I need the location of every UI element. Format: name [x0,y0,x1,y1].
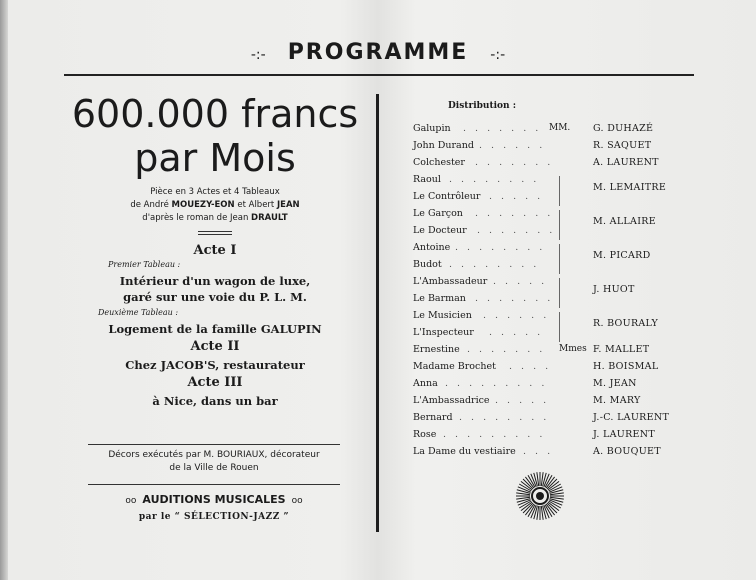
actor-name: G. DUHAZÉ [593,123,654,134]
programme-header [0,40,756,65]
role-name: L'Ambassadeur [413,276,488,287]
role-name: Le Garçon [413,208,463,219]
authors-mid: et Albert [237,200,275,210]
cast-row: John Durand . . . . . . R. SAQUET [413,140,652,151]
act-1-heading: Acte I [193,243,237,258]
header-ornament-left: -:- [250,47,266,63]
scene-1-line2: garé sur une voie du P. L. M. [123,290,307,304]
role-name: L'Ambassadrice [413,395,490,406]
role-name: Rose [413,429,437,440]
cast-row: L'Ambassadeur . . . . . J. HUOT [413,276,635,295]
act-3-heading: Acte III [187,375,243,390]
cast-row: L'Ambassadrice . . . . . M. MARY [413,395,641,406]
author-2: JEAN [276,200,300,210]
sunburst-emblem-icon [515,471,565,521]
prefix-men: MM. [549,123,571,133]
tableau-2-label: Deuxième Tableau : [98,308,179,317]
actor-name: J.-C. LAURENT [593,412,670,423]
decor-rule-top [88,444,340,445]
role-name: L'Inspecteur [413,327,474,338]
selection-jazz: par le “ SÉLECTION-JAZZ ” [138,512,290,522]
act-2-heading: Acte II [190,339,240,354]
role-name: Raoul [413,174,441,185]
novel-line [60,212,370,225]
actor-name: M. MARY [593,395,641,406]
decor-line2: de la Ville de Rouen [169,463,259,473]
cast-row: Budot . . . . . . . . [413,259,540,270]
novel-prefix: d'après le roman de Jean [142,213,249,223]
center-fold-line [376,94,379,532]
role-name: La Dame du vestiaire [413,446,516,457]
cast-row: Colchester . . . . . . . A. LAURENT [413,157,659,168]
play-title-line2: par Mois [134,136,296,180]
prefix-women: Mmes [559,344,587,354]
cast-row: Antoine . . . . . . . . M. PICARD [413,242,651,261]
scene-3: Chez JACOB'S, restaurateur [125,358,305,372]
role-name: Le Musicien [413,310,472,321]
scene-1-line1: Intérieur d'un wagon de luxe, [119,274,311,288]
decor-rule-bottom [88,484,340,485]
cast-row: Le Contrôleur . . . . . [413,191,544,202]
cast-row: Le Docteur . . . . . . . [413,225,556,236]
auditions-ornament-left: oo [125,496,137,506]
cast-row: L'Inspecteur . . . . . [413,327,544,338]
role-name: Le Barman [413,293,466,304]
divider-ornament [198,231,232,235]
cast-row: Le Musicien . . . . . . R. BOURALY [413,310,659,329]
actor-name: M. JEAN [593,378,637,389]
cast-row: Galupin . . . . . . . MM. G. DUHAZÉ [413,123,654,134]
cast-row: Anna . . . . . . . . . M. JEAN [413,378,637,389]
role-name: Madame Brochet [413,361,496,372]
decor-line1: Décors exécutés par M. BOURIAUX, décorateur [108,450,320,460]
decor-credit [88,449,340,475]
cast-row: Rose . . . . . . . . . J. LAURENT [413,429,656,440]
actor-name: M. PICARD [593,250,651,261]
authors-line [60,199,370,212]
role-name: Budot [413,259,442,270]
actor-name: M. LEMAITRE [593,182,667,193]
scene-2: Logement de la famille GALUPIN [108,322,322,336]
novel-author: DRAULT [251,213,288,223]
distribution-title: Distribution : [448,101,517,111]
cast-list [413,121,713,461]
actor-name: A. LAURENT [593,157,659,168]
role-name: Colchester [413,157,465,168]
auditions-heading [88,493,340,506]
role-name: Galupin [413,123,451,134]
actor-name: R. SAQUET [593,140,652,151]
group-brace [559,244,561,274]
group-brace [559,210,561,240]
auditions-ornament-right: oo [291,496,303,506]
cast-row: Ernestine . . . . . . . Mmes F. MALLET [413,344,650,355]
role-name: Antoine [413,242,451,253]
role-name: Anna [413,378,438,389]
tableau-1-label: Premier Tableau : [108,260,181,269]
actor-name: J. LAURENT [593,429,656,440]
cast-row: Bernard . . . . . . . . J.-C. LAURENT [413,412,670,423]
header-ornament-right: -:- [490,47,506,63]
role-name: Bernard [413,412,453,423]
cast-row: Madame Brochet . . . . H. BOISMAL [413,361,659,372]
actor-name: R. BOURALY [593,318,659,329]
actor-name: F. MALLET [593,344,650,355]
cast-row: La Dame du vestiaire . . . A. BOUQUET [413,446,661,457]
header-rule [64,74,694,76]
left-page [60,88,370,409]
cast-row: Le Barman . . . . . . . [413,293,554,304]
group-brace [559,312,561,342]
role-name: John Durand [413,140,474,151]
cast-row: Raoul . . . . . . . . M. LEMAITRE [413,174,667,193]
group-brace [559,176,561,206]
play-subtitle: Pièce en 3 Actes et 4 Tableaux [150,187,280,197]
auditions-label: AUDITIONS MUSICALES [142,493,286,506]
programme-title: PROGRAMME [287,40,469,65]
actor-name: H. BOISMAL [593,361,659,372]
role-name: Le Docteur [413,225,467,236]
authors-prefix: de André [130,200,169,210]
page-edge [0,0,8,580]
actor-name: A. BOUQUET [593,446,661,457]
role-name: Ernestine [413,344,460,355]
play-title-line1: 600.000 francs [71,92,359,136]
actor-name: J. HUOT [593,284,635,295]
scene-4: à Nice, dans un bar [152,394,278,408]
group-brace [559,278,561,308]
actor-name: M. ALLAIRE [593,216,656,227]
role-name: Le Contrôleur [413,191,481,202]
author-1: MOUEZY-EON [171,200,235,210]
cast-row: Le Garçon . . . . . . . M. ALLAIRE [413,208,656,227]
